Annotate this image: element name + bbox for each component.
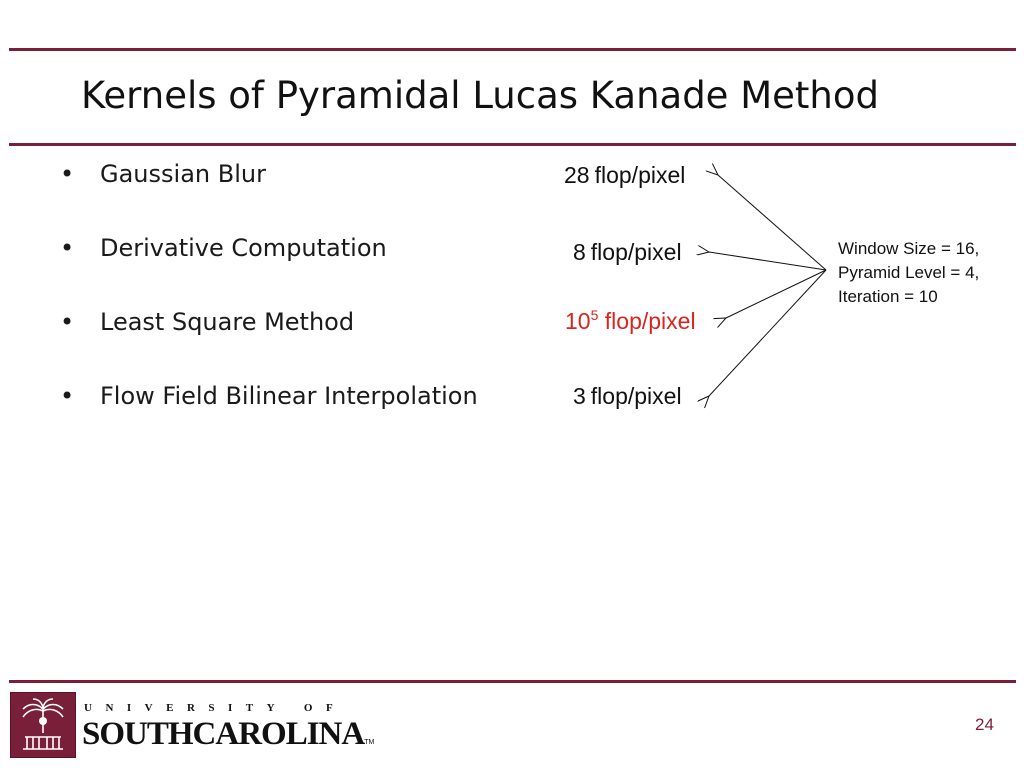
bullet-text: Gaussian Blur [100, 160, 266, 188]
slide-title: Kernels of Pyramidal Lucas Kanade Method [81, 74, 879, 117]
footer-divider [9, 680, 1016, 683]
bullet-dot: • [60, 308, 75, 336]
university-logo [10, 692, 375, 758]
rate-unit: flop/pixel [590, 383, 682, 409]
logo-trademark: TM [364, 739, 375, 746]
palmetto-emblem-icon [10, 692, 76, 758]
bullet-text: Flow Field Bilinear Interpolation [100, 382, 478, 410]
rate-number: 3 [573, 383, 586, 409]
logo-line2-text: SOUTHCAROLINA [82, 716, 365, 752]
bullet-text: Derivative Computation [100, 234, 387, 262]
arrow-to-interpolation [709, 270, 826, 396]
rate-unit: flop/pixel [590, 239, 682, 265]
param-pyramid-level: Pyramid Level = 4, [838, 263, 980, 282]
param-iteration: Iteration = 10 [838, 287, 938, 306]
page-number: 24 [975, 715, 994, 734]
logo-line2 [82, 716, 374, 753]
rate-number: 8 [573, 239, 586, 265]
arrow-to-least-square [726, 270, 826, 318]
rate-unit: flop/pixel [604, 308, 696, 334]
rate-base: 10 [565, 308, 591, 334]
rate-exponent: 5 [590, 307, 599, 323]
param-window-size: Window Size = 16, [838, 239, 980, 258]
bullet-dot: • [60, 382, 75, 410]
logo-line1: UNIVERSITY OF [84, 702, 347, 714]
rate-number: 28 [564, 162, 590, 188]
parameter-note [838, 237, 979, 309]
bullet-dot: • [60, 160, 75, 188]
bullet-dot: • [60, 234, 75, 262]
bullet-text: Least Square Method [100, 308, 355, 336]
rate-unit: flop/pixel [594, 162, 686, 188]
